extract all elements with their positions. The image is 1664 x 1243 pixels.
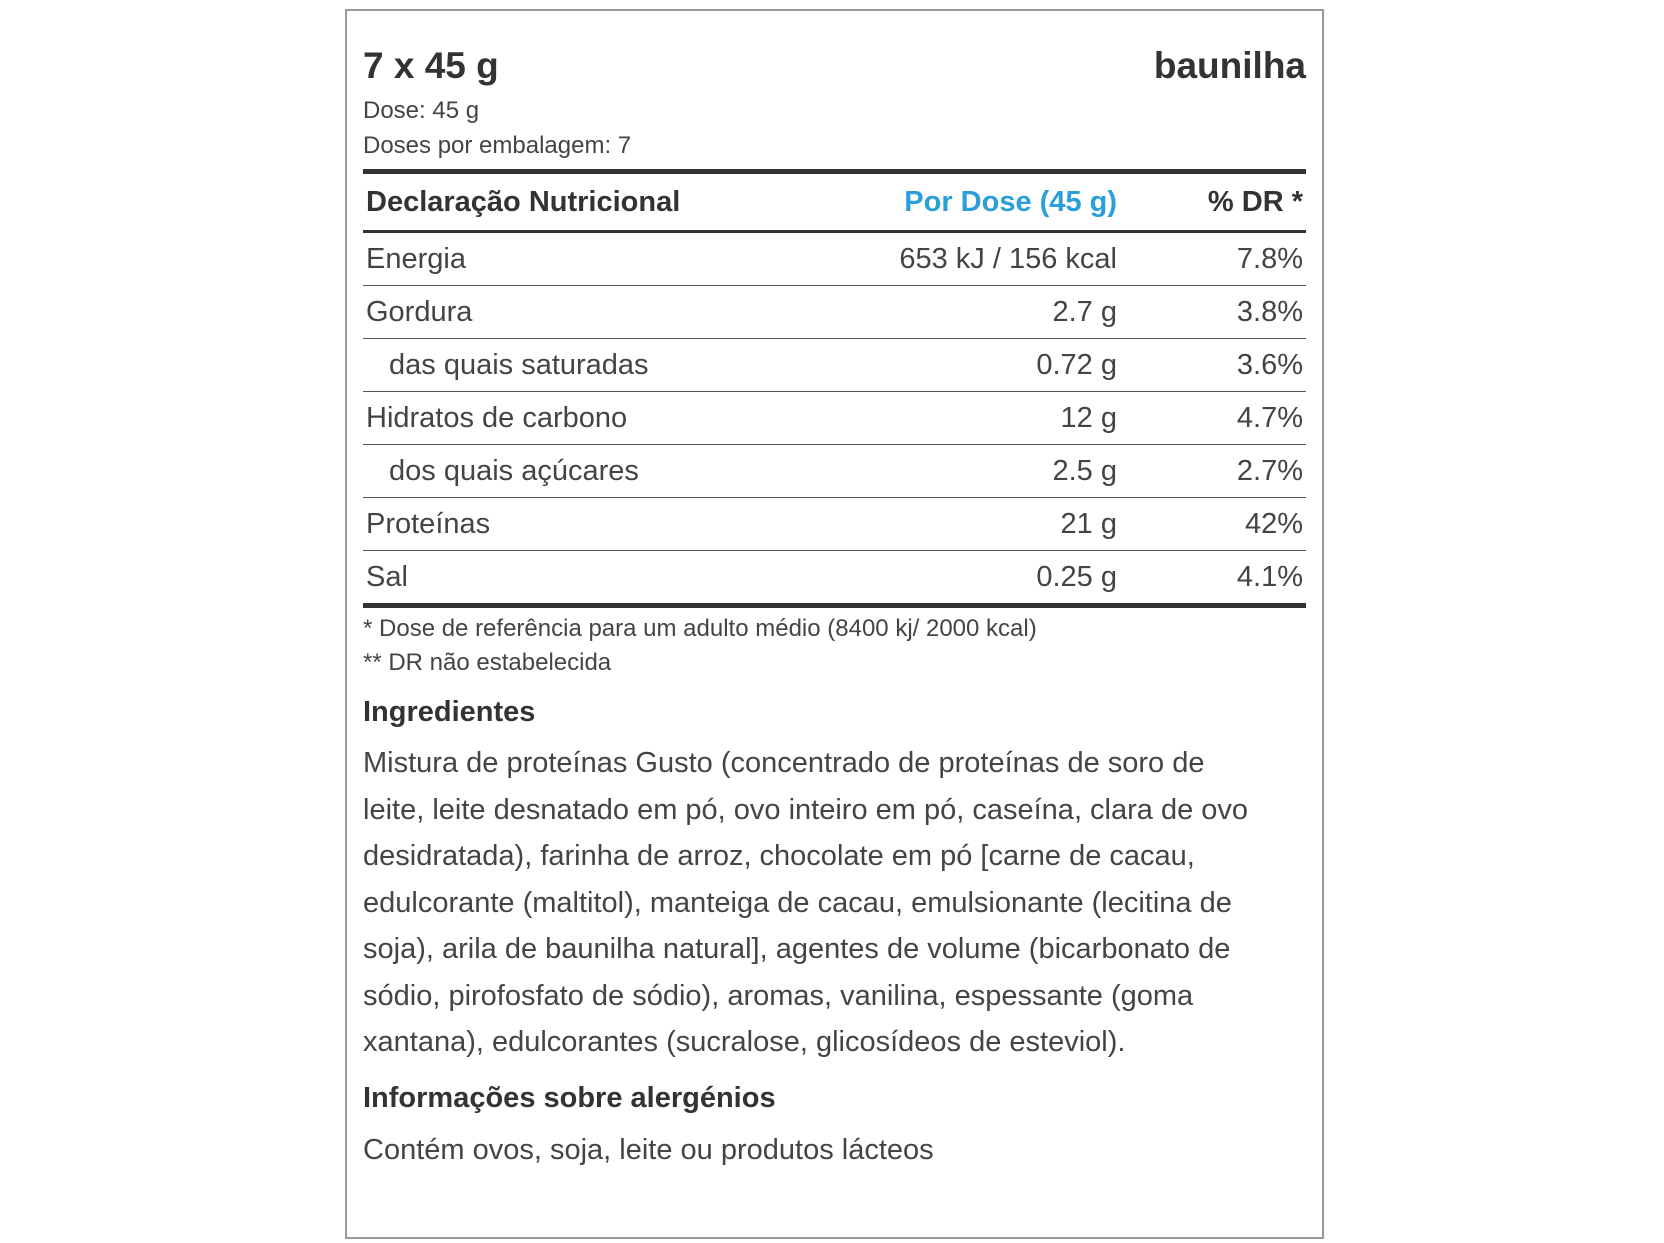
row-value: 21 g	[814, 498, 1120, 551]
row-name: Energia	[363, 232, 814, 286]
footnote-reference: * Dose de referência para um adulto médio (8400 kj/ 2000 kcal)	[363, 615, 1037, 642]
row-name: Gordura	[363, 286, 814, 339]
table-row	[363, 445, 1306, 498]
row-dr: 3.8%	[1120, 286, 1306, 339]
row-value: 2.7 g	[814, 286, 1120, 339]
dose-info: Dose: 45 g	[363, 97, 480, 124]
row-dr: 3.6%	[1120, 339, 1306, 392]
flavor: baunilha	[1153, 45, 1306, 86]
table-row	[363, 339, 1306, 392]
doses-per-pack: Doses por embalagem: 7	[363, 132, 632, 159]
footnotes	[363, 612, 1306, 680]
ingredients-title: Ingredientes	[363, 696, 536, 728]
row-dr: 2.7%	[1120, 445, 1306, 498]
row-name: dos quais açúcares	[363, 445, 814, 498]
nutrition-label	[345, 9, 1324, 1239]
row-dr: 42%	[1120, 498, 1306, 551]
nutrition-table	[363, 174, 1306, 603]
row-value: 0.72 g	[814, 339, 1120, 392]
pack-size: 7 x 45 g	[363, 45, 499, 86]
table-row	[363, 498, 1306, 551]
row-dr: 7.8%	[1120, 232, 1306, 286]
label-header	[363, 31, 1306, 93]
allergens-text: Contém ovos, soja, leite ou produtos lácteos	[363, 1133, 934, 1166]
table-row	[363, 286, 1306, 339]
row-dr: 4.7%	[1120, 392, 1306, 445]
table-row	[363, 551, 1306, 604]
header-nutrition-declaration: Declaração Nutricional	[363, 174, 814, 232]
row-value: 2.5 g	[814, 445, 1120, 498]
header-dr: % DR *	[1120, 174, 1306, 232]
row-dr: 4.1%	[1236, 560, 1303, 593]
bottom-rule	[363, 603, 1306, 608]
row-name: Hidratos de carbono	[363, 392, 814, 445]
table-row	[363, 232, 1306, 286]
ingredients-text: Mistura de proteínas Gusto (concentrado de proteínas de soro de leite, leite desnatado em pó, ovo inteiro em pó, caseína, clara de ovo desidratada), farinha de arroz, chocolate em pó [carne de cacau, edulcorante (maltitol), manteiga de cacau, emulsionante (lecitina de soja), arila de baunilha natural], agentes de volume (bicarbonato de sódio, pirofosfato de sódio), aromas, vanilina, espessante (goma xantana), edulcorantes (sucralose, glicosídeos de esteviol).	[363, 747, 1249, 1058]
row-value: 653 kJ / 156 kcal	[814, 232, 1120, 286]
row-name: Proteínas	[363, 498, 814, 551]
allergens-title: Informações sobre alergénios	[363, 1081, 776, 1114]
row-value: 12 g	[814, 392, 1120, 445]
header-per-dose: Por Dose (45 g)	[814, 174, 1120, 232]
row-name: das quais saturadas	[363, 339, 814, 392]
table-row	[363, 392, 1306, 445]
row-name: Sal	[366, 560, 408, 593]
footnote-not-established: ** DR não estabelecida	[363, 649, 612, 676]
row-value: 0.25 g	[1036, 560, 1117, 593]
table-header-row	[363, 174, 1306, 232]
